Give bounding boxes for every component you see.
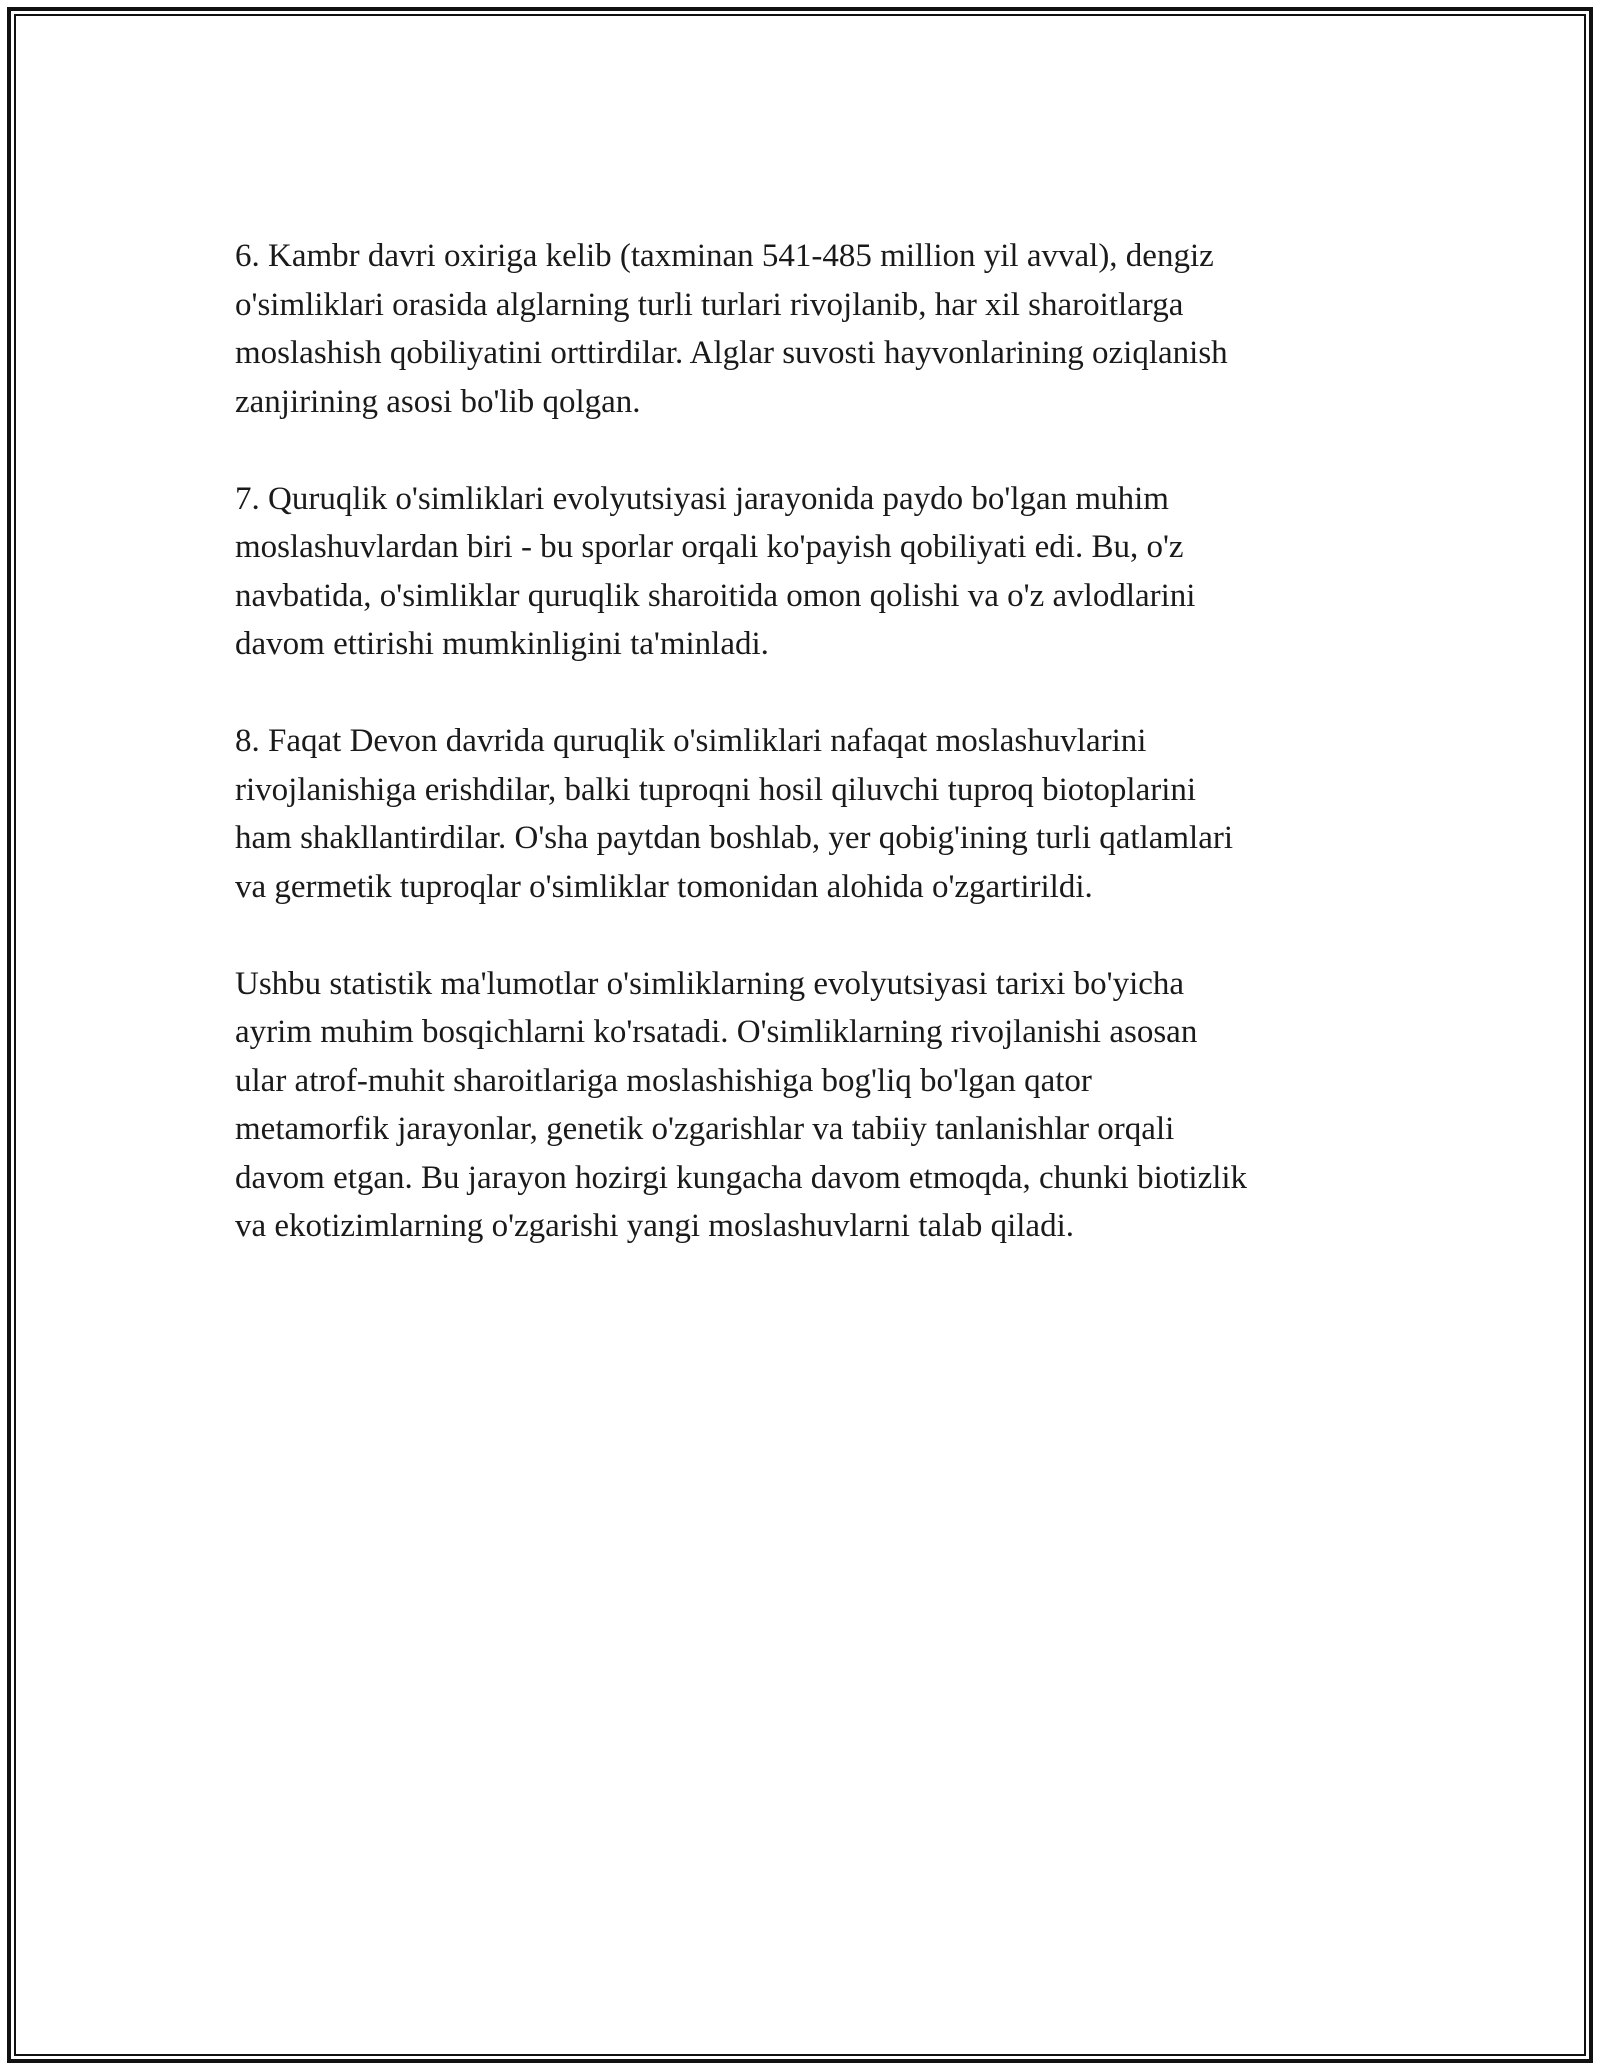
paragraph-8-devonian: 8. Faqat Devon davrida quruqlik o'simliklari nafaqat moslashuvlarini rivojlanishiga erishdilar, balki tuproqni hosil qiluvchi tuproq biotoplarini ham shakllantirdilar. O'sha paytdan boshlab, yer qobig'ining turli qatlamlari va germetik tuproqlar o'simliklar tomonidan alohida o'zgartirildi.: [235, 723, 1234, 905]
document-body: [235, 232, 1365, 1299]
paragraph-6-cambrian: 6. Kambr davri oxiriga kelib (taxminan 541-485 million yil avval), dengiz o'simliklari orasida alglarning turli turlari rivojlanib, har xil sharoitlarga moslashish qobiliyatini orttirdilar. Alglar suvosti hayvonlarining oziqlanish zanjirining asosi bo'lib qolgan.: [235, 238, 1228, 420]
paragraph-7-spores: 7. Quruqlik o'simliklari evolyutsiyasi jarayonida paydo bo'lgan muhim moslashuvlardan biri - bu sporlar orqali ko'payish qobiliyati edi. Bu, o'z navbatida, o'simliklar quruqlik sharoitida omon qolishi va o'z avlodlarini davom ettirishi mumkinligini ta'minladi.: [235, 480, 1196, 662]
paragraph-summary: Ushbu statistik ma'lumotlar o'simliklarning evolyutsiyasi tarixi bo'yicha ayrim muhim bosqichlarni ko'rsatadi. O'simliklarning rivojlanishi asosan ular atrof-muhit sharoitlariga moslashishiga bog'liq bo'lgan qator metamorfik jarayonlar, genetik o'zgarishlar va tabiiy tanlanishlar orqali davom etgan. Bu jarayon hozirgi kungacha davom etmoqda, chunki biotizlik va ekotizimlarning o'zgarishi yangi moslashuvlarni talab qiladi.: [235, 965, 1248, 1244]
